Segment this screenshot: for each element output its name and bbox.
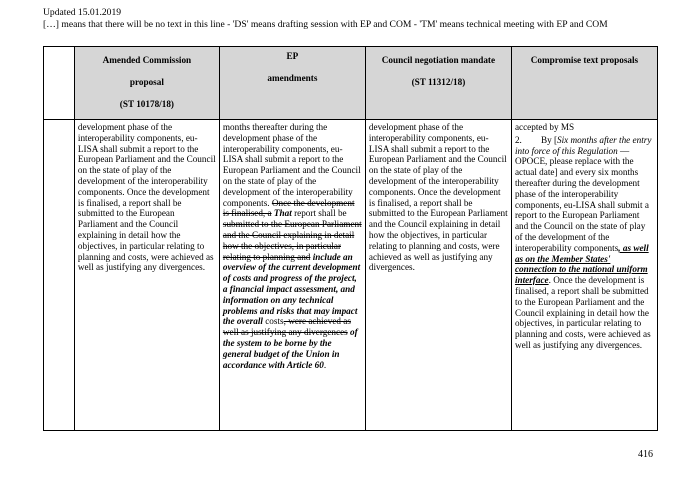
compromise-text-header: Compromise text proposals bbox=[511, 47, 657, 120]
ep-text-cell: months thereafter during the development phase of the interoperability components, eu-LISA shall submit a report to the European Parliament and the Council on the state of play of the development of the interoperability components. Once the development is finalised, a That report shall be submitted to the European Parliament and the Council explaining in detail how the objectives, in particular relating to planning and include an overview of the current development of costs and progress of the project, a financial impact assessment, and information on any technical problems and risks that may impact the overall costs, were achieved as well as justifying any divergences of the system to be borne by the general budget of the Union in accordance with Article 60. bbox=[219, 120, 365, 431]
council-text-cell: development phase of the interoperability components, eu-LISA shall submit a report to the European Parliament and the Council on the state of play of the development of the interoperability components. Once the development is finalised, a report shall be submitted to the European Parliament and the Council explaining in detail how the objectives, in particular relating to planning and costs, were achieved as well as justifying any divergences. bbox=[365, 120, 511, 431]
page-header bbox=[43, 7, 608, 30]
legend-note: […] means that there will be no text in this line - 'DS' means drafting session with EP and COM - 'TM' means technical meeting with EP and COM bbox=[43, 18, 608, 30]
row-number-header bbox=[44, 47, 75, 120]
inserted-text: That bbox=[273, 208, 292, 219]
commission-proposal-header: Amended Commission proposal (ST 10178/18) bbox=[74, 47, 219, 120]
commission-text-cell: development phase of the interoperability components, eu-LISA shall submit a report to the European Parliament and the Council on the state of play of the development of the interoperability components. Once the development is finalised, a report shall be submitted to the European Parliament and the Council explaining in detail how the objectives, in particular relating to planning and costs, were achieved as well as justifying any divergences. bbox=[74, 120, 219, 431]
deleted-text: submitted to the European Parliament and the Council explaining in detail how the objectives, in particular relating to planning and bbox=[222, 219, 362, 262]
comparison-table bbox=[43, 46, 658, 431]
updated-date: Updated 15.01.2019 bbox=[43, 7, 122, 18]
inserted-text: include an overview of the current development of costs and progress of the project, a financial impact assessment, and information on any technical problems and risks that may impact the overall bbox=[222, 251, 361, 327]
compromise-text-cell bbox=[511, 120, 657, 431]
accepted-note: accepted by MS bbox=[514, 122, 575, 132]
deleted-text: , were achieved as well as justifying any divergences bbox=[222, 316, 351, 338]
deleted-text: Once the development is finalised, a bbox=[222, 197, 355, 219]
row-number-cell bbox=[44, 120, 75, 431]
ep-amendments-header: EP amendments bbox=[219, 47, 365, 120]
council-mandate-header: Council negotiation mandate (ST 11312/18) bbox=[365, 47, 511, 120]
paragraph-number: 2. bbox=[514, 134, 522, 145]
inserted-text: , as well as on the Member States' connection to the national uniform interface bbox=[514, 242, 649, 286]
compromise-paragraph: 2. By [Six months after the entry into force of this Regulation — OPOCE, please replace with the actual date] and every six months thereafter during the development phase of the interoperability components, eu-LISA shall submit a report to the European Parliament and the Council on the state of play of the development of the interoperability components, as well as on the Member States' connection to the national uniform interface. Once the development is finalised, a report shall be submitted to the European Parliament and the Council explaining in detail how the objectives, in particular relating to planning and costs, were achieved as well as justifying any divergences. bbox=[514, 134, 652, 350]
inserted-text: of the system to be borne by the general budget of the Union in accordance with Article 60 bbox=[222, 327, 358, 370]
table-header-row bbox=[44, 47, 658, 120]
table-row bbox=[44, 120, 658, 431]
page-number: 416 bbox=[638, 449, 653, 460]
